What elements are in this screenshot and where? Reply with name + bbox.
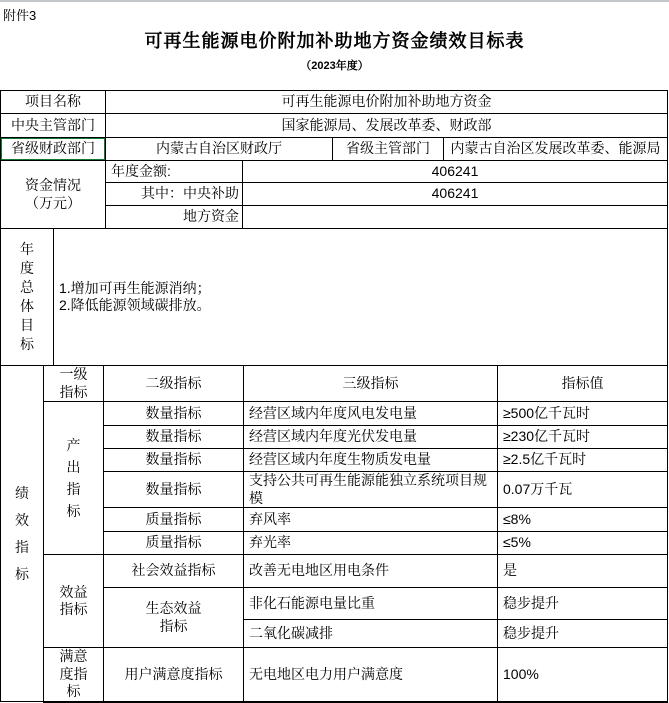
level2-cell[interactable]: 数量指标	[104, 472, 244, 508]
value-cell[interactable]: 是	[498, 555, 668, 588]
funding-group-label: 资金情况（万元）	[25, 177, 81, 211]
level2-cell[interactable]: 数量指标	[104, 449, 244, 472]
value-cell[interactable]: 0.07万千瓦	[498, 472, 668, 508]
output-group-label-cell[interactable]	[44, 402, 104, 555]
level2-cell[interactable]: 数量指标	[104, 426, 244, 449]
funding-central-label-cell[interactable]: 其中：中央补助	[106, 183, 243, 206]
value-cell[interactable]: ≥230亿千瓦时	[498, 426, 668, 449]
level2-cell[interactable]: 质量指标	[104, 532, 244, 555]
table-row	[1, 91, 668, 114]
project-name-value-cell[interactable]: 可再生能源电价附加补助地方资金	[106, 91, 668, 114]
level3-cell[interactable]: 非化石能源电量比重	[244, 588, 498, 620]
performance-section-label-cell[interactable]	[1, 366, 44, 702]
annual-goal-line-1: 1.增加可再生能源消纳；	[59, 279, 211, 296]
performance-indicators-table	[0, 365, 668, 703]
top-border	[0, 0, 669, 2]
output-group-label: 产出指标	[66, 437, 81, 519]
annual-goal-table	[0, 228, 668, 366]
level3-cell[interactable]: 经营区域内年度风电发电量	[244, 402, 498, 426]
table-row	[1, 138, 668, 161]
value-cell[interactable]: ≤8%	[498, 508, 668, 532]
benefit-group-label: 效益指标	[59, 583, 88, 617]
performance-section-label: 绩效指标	[15, 484, 29, 582]
funding-annual-value-cell[interactable]: 406241	[243, 161, 668, 183]
performance-target-table	[0, 90, 668, 703]
level3-cell[interactable]: 支持公共可再生能源能独立系统项目规模	[244, 472, 498, 508]
page-title: 可再生能源电价附加补助地方资金绩效目标表	[144, 31, 525, 51]
level3-cell[interactable]: 经营区域内年度生物质发电量	[244, 449, 498, 472]
level3-cell[interactable]: 无电地区电力用户满意度	[244, 648, 498, 702]
annual-goal-line-2: 2.降低能源领域碳排放。	[59, 297, 211, 313]
value-cell[interactable]: 100%	[498, 648, 668, 702]
central-dept-value-cell[interactable]: 国家能源局、发展改革委、财政部	[106, 114, 668, 138]
table-row	[1, 229, 668, 366]
prov-dept-value-cell[interactable]: 内蒙古自治区发展改革委、能源局	[444, 138, 668, 161]
funding-local-label-cell[interactable]: 地方资金	[106, 206, 243, 229]
funding-local-value-cell[interactable]	[243, 206, 668, 229]
benefit-group-label-cell[interactable]	[44, 555, 104, 648]
level2-cell[interactable]: 数量指标	[104, 402, 244, 426]
prov-finance-value-cell[interactable]: 内蒙古自治区财政厅	[106, 138, 333, 161]
table-row	[1, 161, 668, 183]
central-dept-label-cell[interactable]: 中央主管部门	[1, 114, 106, 138]
level3-cell[interactable]: 二氧化碳减排	[244, 620, 498, 648]
funding-group-label-cell[interactable]	[1, 161, 106, 229]
header-level3-cell[interactable]: 三级指标	[244, 366, 498, 402]
value-cell[interactable]: ≥2.5亿千瓦时	[498, 449, 668, 472]
prov-finance-label: 省级财政部门	[11, 140, 95, 157]
table-row	[1, 402, 668, 426]
level3-cell[interactable]: 弃风率	[244, 508, 498, 532]
table-row	[1, 114, 668, 138]
project-name-label-cell[interactable]: 项目名称	[1, 91, 106, 114]
table-row	[1, 555, 668, 588]
header-level2-cell[interactable]: 二级指标	[104, 366, 244, 402]
header-level1-cell[interactable]	[44, 366, 104, 402]
header-value-cell[interactable]: 指标值	[498, 366, 668, 402]
page-subtitle-year: （2023年度）	[300, 60, 369, 72]
basic-info-table	[0, 90, 668, 229]
prov-finance-label-cell[interactable]	[1, 138, 106, 161]
eco-group-label: 生态效益指标	[145, 600, 202, 634]
level2-cell[interactable]: 质量指标	[104, 508, 244, 532]
table-row	[1, 366, 668, 402]
attachment-label: 附件3	[3, 8, 37, 23]
level3-cell[interactable]: 经营区域内年度光伏发电量	[244, 426, 498, 449]
value-cell[interactable]: 稳步提升	[498, 620, 668, 648]
value-cell[interactable]: ≥500亿千瓦时	[498, 402, 668, 426]
eco-group-label-cell[interactable]	[104, 588, 244, 648]
level2-cell[interactable]: 社会效益指标	[104, 555, 244, 588]
prov-dept-label-cell[interactable]: 省级主管部门	[333, 138, 444, 161]
annual-goal-label-cell[interactable]	[1, 229, 54, 366]
level3-cell[interactable]: 改善无电地区用电条件	[244, 555, 498, 588]
annual-goal-content-cell[interactable]	[54, 229, 668, 366]
satisfaction-group-label: 满意度指标	[59, 648, 88, 699]
funding-central-value-cell[interactable]: 406241	[243, 183, 668, 206]
level3-cell[interactable]: 弃光率	[244, 532, 498, 555]
annual-goal-label: 年度总体目标	[20, 241, 34, 352]
value-cell[interactable]: 稳步提升	[498, 588, 668, 620]
funding-annual-label-cell[interactable]: 年度金额:	[106, 161, 243, 183]
value-cell[interactable]: ≤5%	[498, 532, 668, 555]
level2-cell[interactable]: 用户满意度指标	[104, 648, 244, 702]
header-level1: 一级指标	[59, 366, 88, 400]
